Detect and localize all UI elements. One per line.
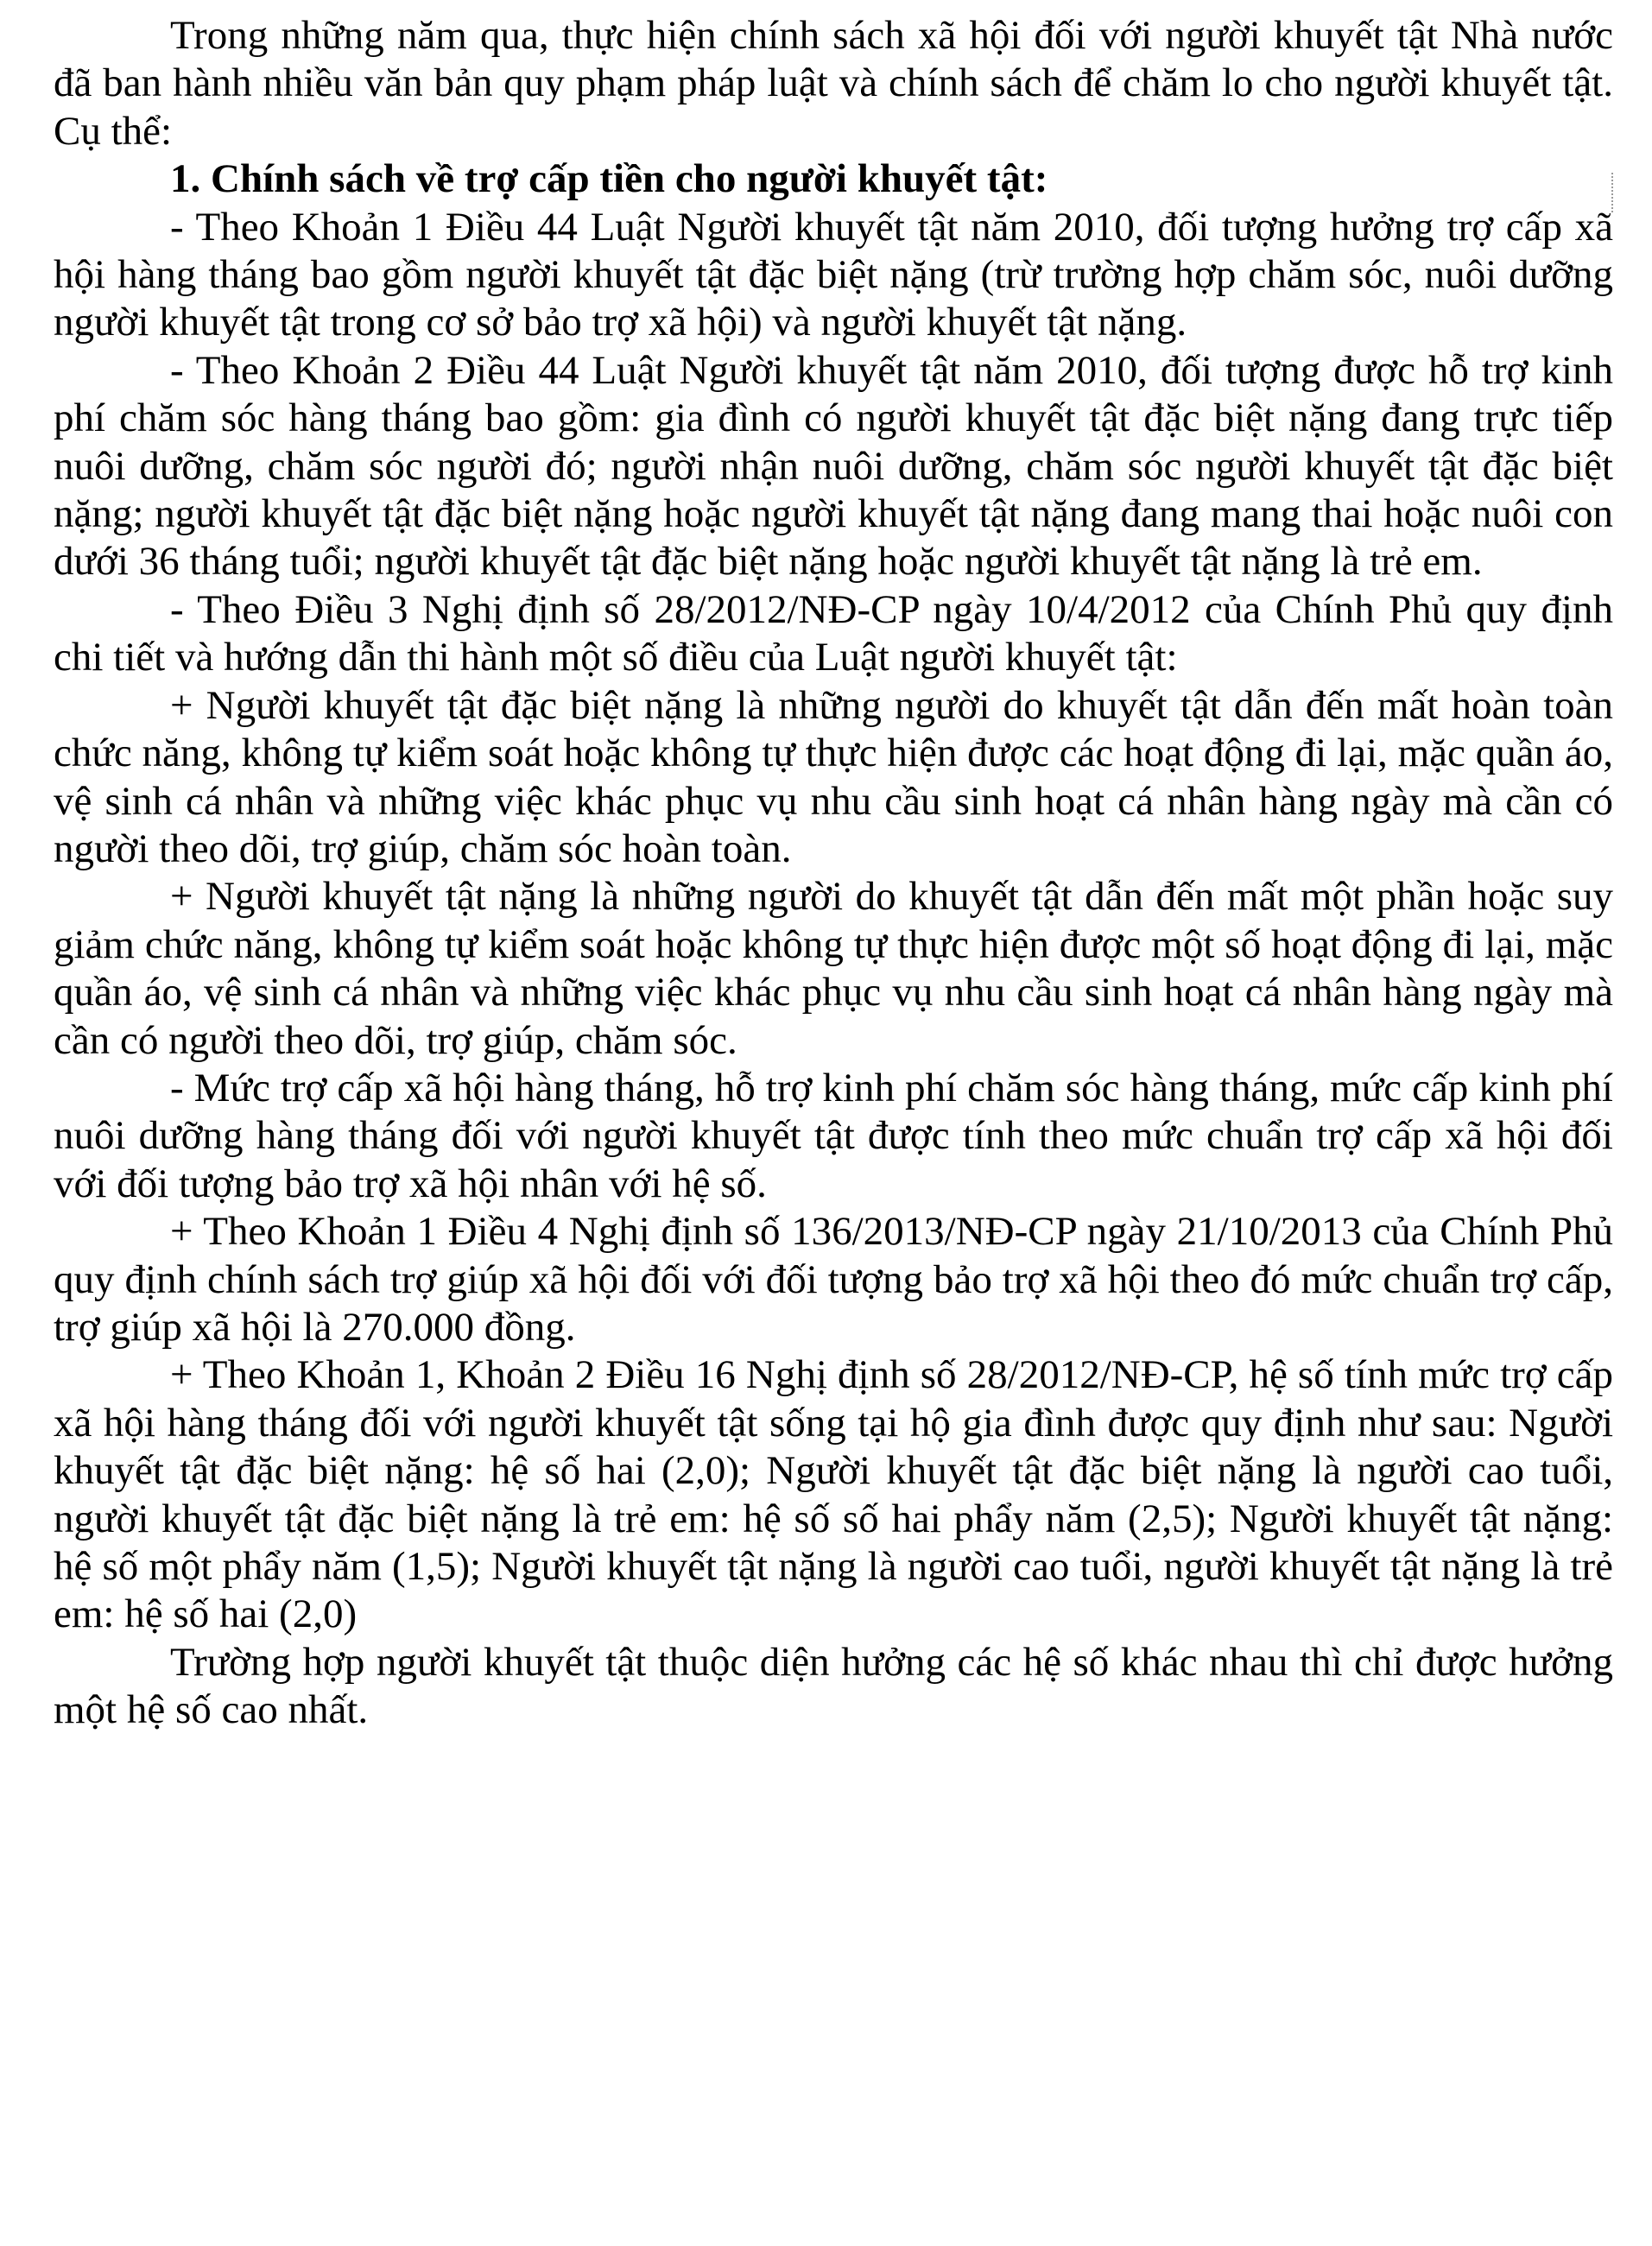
document-page [54, 12, 1613, 1735]
section-heading: 1. Chính sách về trợ cấp tiền cho người khuyết tật: [170, 156, 1048, 202]
paragraph-dieu-3-nghi-dinh: - Theo Điều 3 Nghị định số 28/2012/NĐ-CP ngày 10/4/2012 của Chính Phủ quy định chi tiết và hướng dẫn thi hành một số điều của Luật người khuyết tật: [54, 586, 1613, 680]
paragraph-khoan-2-dieu-44: - Theo Khoản 2 Điều 44 Luật Người khuyết tật năm 2010, đối tượng được hỗ trợ kinh phí chăm sóc hàng tháng bao gồm: gia đình có người khuyết tật đặc biệt nặng đang trực tiếp nuôi dưỡng, chăm sóc người đó; người nhận nuôi dưỡng, chăm sóc người khuyết tật đặc biệt nặng; người khuyết tật đặc biệt nặng hoặc người khuyết tật nặng đang mang thai hoặc nuôi con dưới 36 tháng tuổi; người khuyết tật đặc biệt nặng hoặc người khuyết tật nặng là trẻ em. [54, 347, 1613, 585]
paragraph-muc-tro-cap: - Mức trợ cấp xã hội hàng tháng, hỗ trợ kinh phí chăm sóc hàng tháng, mức cấp kinh phí nuôi dưỡng hàng tháng đối với người khuyết tật được tính theo mức chuẩn trợ cấp xã hội đối với đối tượng bảo trợ xã hội nhân với hệ số. [54, 1065, 1613, 1206]
closing-paragraph: Trường hợp người khuyết tật thuộc diện hưởng các hệ số khác nhau thì chỉ được hưởng một hệ số cao nhất. [54, 1639, 1613, 1733]
intro-paragraph: Trong những năm qua, thực hiện chính sách xã hội đối với người khuyết tật Nhà nước đã ban hành nhiều văn bản quy phạm pháp luật và chính sách để chăm lo cho người khuyết tật. Cụ thể: [54, 13, 1613, 154]
margin-scan-mark [1611, 173, 1615, 212]
paragraph-muc-chuan: + Theo Khoản 1 Điều 4 Nghị định số 136/2013/NĐ-CP ngày 21/10/2013 của Chính Phủ quy định chính sách trợ giúp xã hội đối với đối tượng bảo trợ xã hội theo đó mức chuẩn trợ cấp, trợ giúp xã hội là 270.000 đồng. [54, 1209, 1613, 1350]
paragraph-khuyet-tat-nang: + Người khuyết tật nặng là những người do khuyết tật dẫn đến mất một phần hoặc suy giảm chức năng, không tự kiểm soát hoặc không tự thực hiện được một số hoạt động đi lại, mặc quần áo, vệ sinh cá nhân và những việc khác phục vụ nhu cầu sinh hoạt cá nhân hàng ngày mà cần có người theo dõi, trợ giúp, chăm sóc. [54, 874, 1613, 1063]
paragraph-he-so: + Theo Khoản 1, Khoản 2 Điều 16 Nghị định số 28/2012/NĐ-CP, hệ số tính mức trợ cấp xã hội hàng tháng đối với người khuyết tật sống tại hộ gia đình được quy định như sau: Người khuyết tật đặc biệt nặng: hệ số hai (2,0); Người khuyết tật đặc biệt nặng là người cao tuổi, người khuyết tật đặc biệt nặng là trẻ em: hệ số số hai phẩy năm (2,5); Người khuyết tật nặng: hệ số một phẩy năm (1,5); Người khuyết tật nặng là người cao tuổi, người khuyết tật nặng là trẻ em: hệ số hai (2,0) [54, 1352, 1613, 1637]
paragraph-khoan-1-dieu-44: - Theo Khoản 1 Điều 44 Luật Người khuyết tật năm 2010, đối tượng hưởng trợ cấp xã hội hàng tháng bao gồm người khuyết tật đặc biệt nặng (trừ trường hợp chăm sóc, nuôi dưỡng người khuyết tật trong cơ sở bảo trợ xã hội) và người khuyết tật nặng. [54, 204, 1613, 345]
paragraph-dac-biet-nang: + Người khuyết tật đặc biệt nặng là những người do khuyết tật dẫn đến mất hoàn toàn chức năng, không tự kiểm soát hoặc không tự thực hiện được các hoạt động đi lại, mặc quần áo, vệ sinh cá nhân và những việc khác phục vụ nhu cầu sinh hoạt cá nhân hàng ngày mà cần có người theo dõi, trợ giúp, chăm sóc hoàn toàn. [54, 682, 1613, 871]
